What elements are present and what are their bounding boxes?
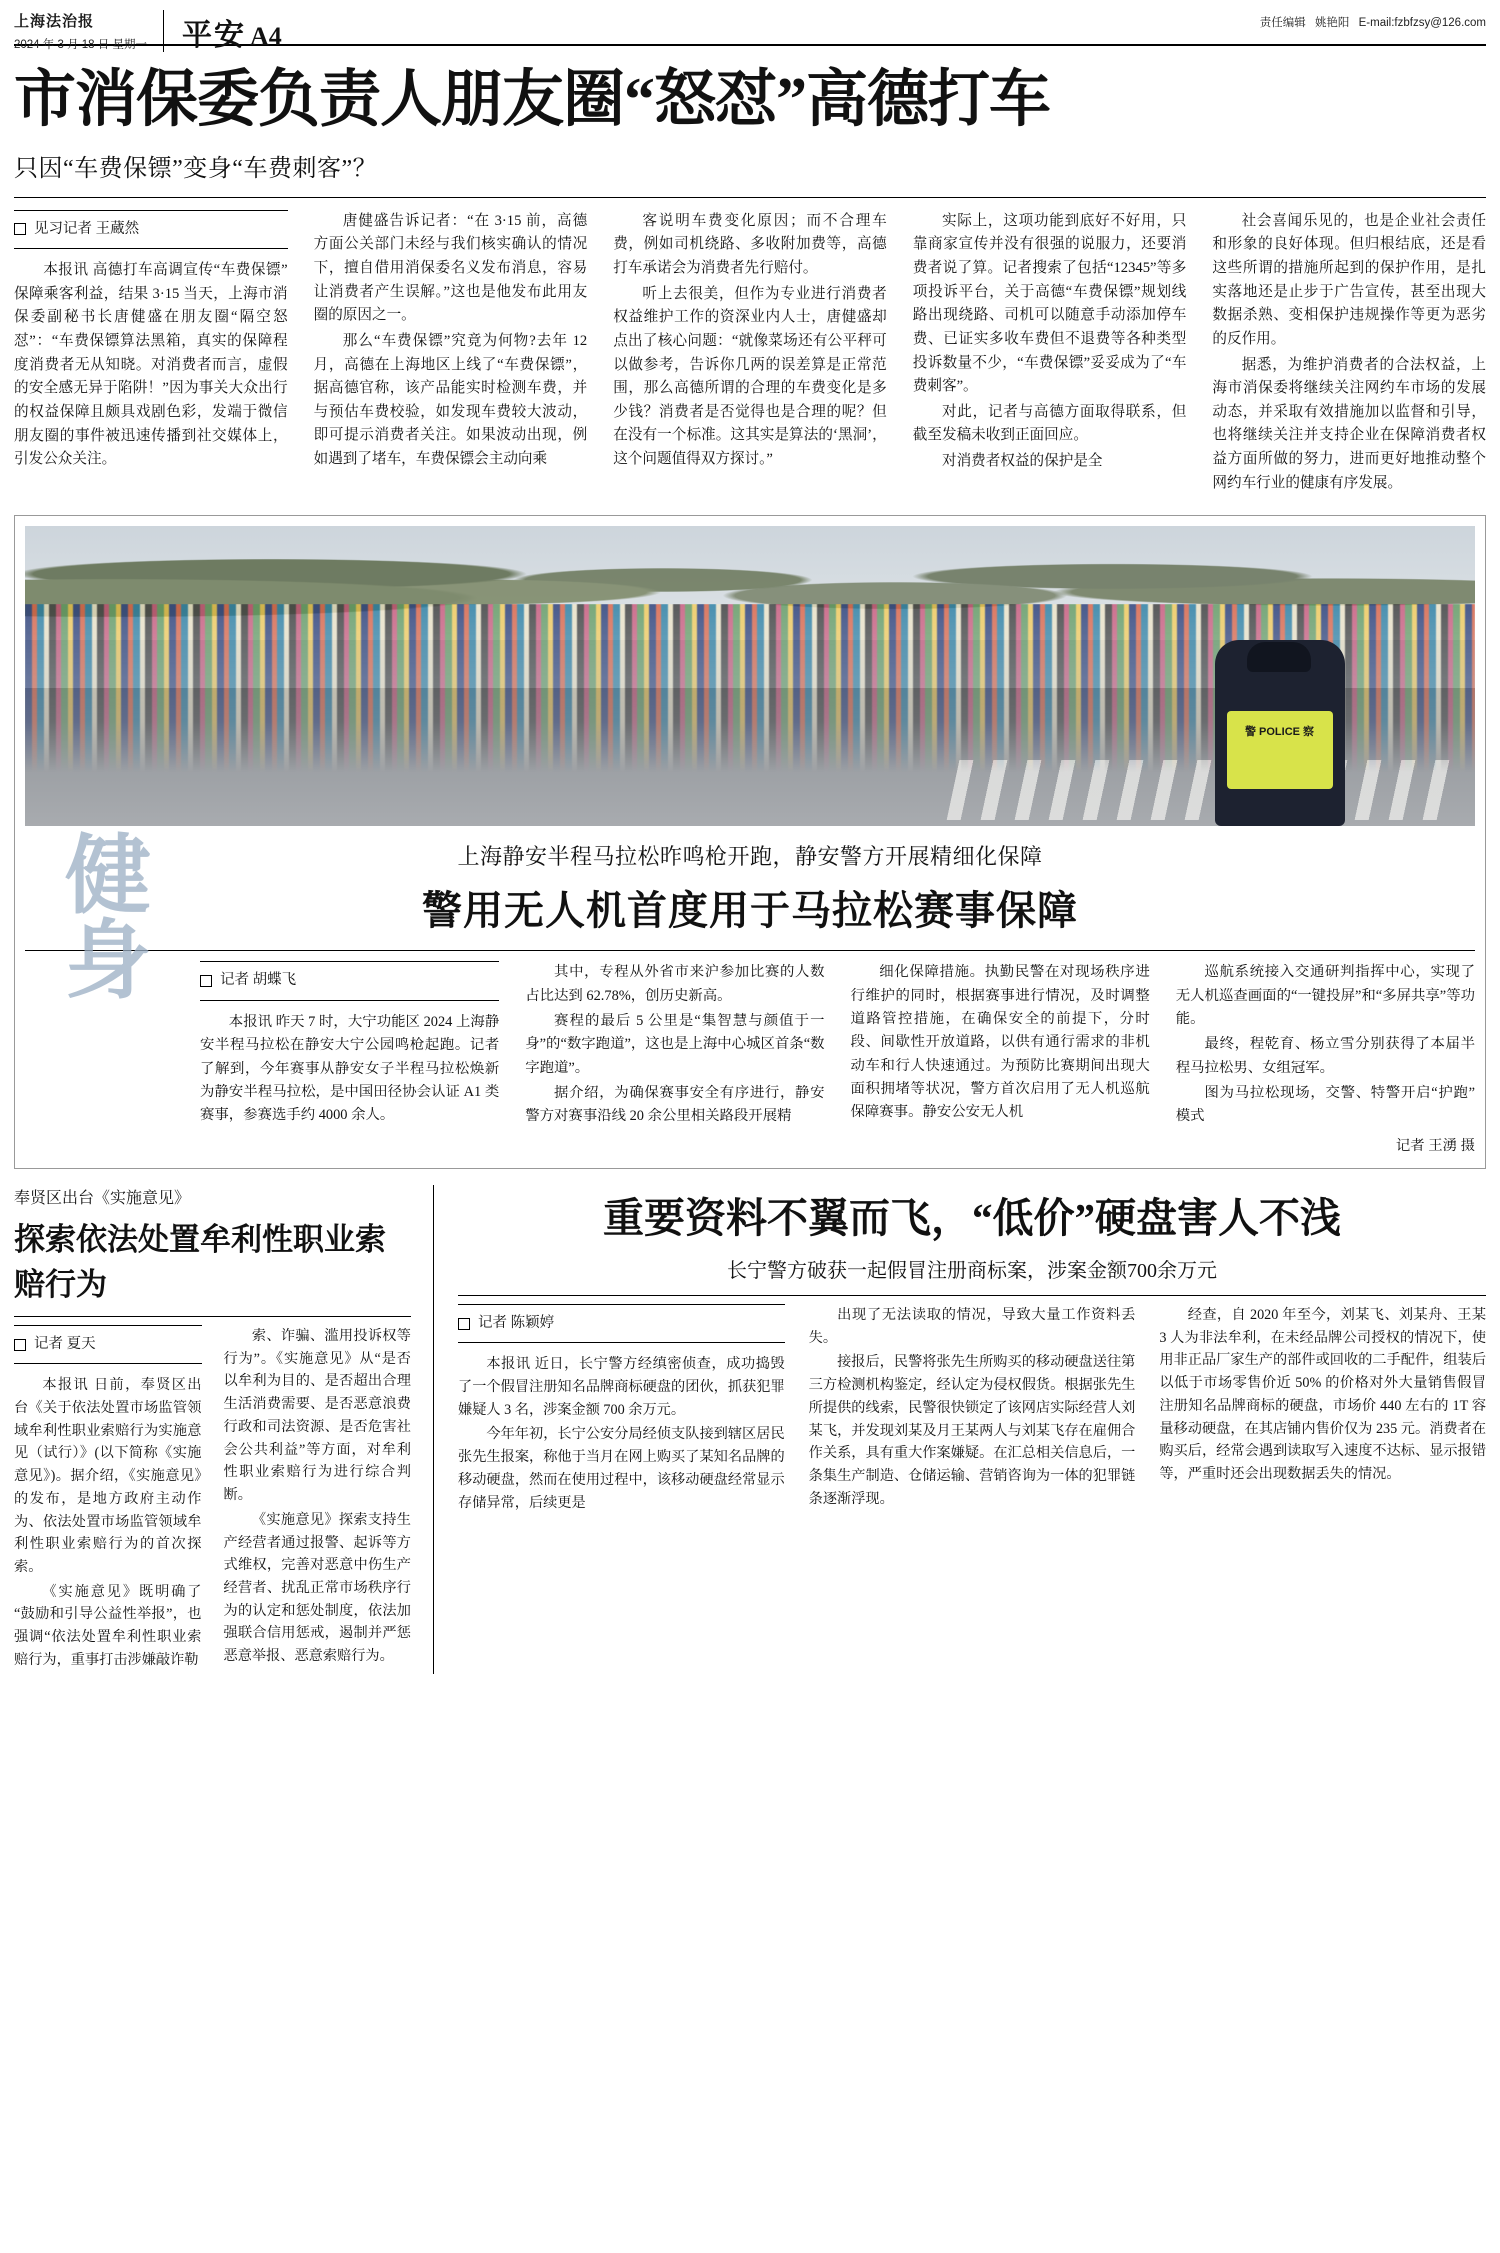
article-2-headline: 探索依法处置牟利性职业索赔行为 xyxy=(14,1222,386,1303)
paragraph: 对消费者权益的保护是全 xyxy=(941,453,1103,470)
feature-columns xyxy=(25,961,1475,1158)
paragraph: 巡航系统接入交通研判指挥中心，实现了无人机巡查画面的“一键投屏”和“多屏共享”等功能。 xyxy=(1175,964,1475,1028)
paragraph: 赛程的最后 5 公里是“集智慧与颜值于一身”的“数字跑道”，这也是上海中心城区首条“数字跑道”。 xyxy=(525,1013,825,1076)
feature-headline: 警用无人机首度用于马拉松赛事保障 xyxy=(422,888,1078,934)
bullet-square-icon xyxy=(14,223,26,235)
article-1-byline xyxy=(14,210,288,249)
feature-col-1 xyxy=(200,961,499,1158)
paragraph: 本报讯 日前，奉贤区出台《关于依法处置市场监管领域牟利性职业索赔行为实施意见（试行）》(以下简称《实施意见》)。据介绍，《实施意见》的发布，是地方政府主动作为、依法处置市场监管领域牟利性职业索赔行为的首次探索。 xyxy=(14,1377,202,1575)
masthead xyxy=(14,0,1486,52)
article-2-byline xyxy=(14,1325,202,1364)
byline-text: 记者 夏天 xyxy=(34,1336,96,1353)
article-3-col-1 xyxy=(458,1304,785,1516)
paragraph: 出现了无法读取的情况，导致大量工作资料丢失。 xyxy=(808,1307,1136,1346)
paragraph: 那么“车费保镖”究竟为何物?去年 12 月，高德在上海地区上线了“车费保镖”，据高德官称，该产品能实时检测车费，并与预估车费校验，如发现车费较大波动，即可提示消费者关注。如果波动出现，例如遇到了堵车，车费保镖会主动向乘 xyxy=(313,332,588,468)
masthead-center xyxy=(164,10,1260,54)
photo-credit: 记者 王湧 摄 xyxy=(1395,1137,1475,1154)
byline-text: 记者 胡蝶飞 xyxy=(220,972,297,989)
paragraph: 细化保障措施。执勤民警在对现场秩序进行维护的同时，根据赛事进行情况，及时调整道路管控措施，在确保安全的前提下，分时段、间歇性开放道路，以供有通行需求的非机动车和行人快速通过。为预防比赛期间出现大面积拥堵等状况，警方首次启用了无人机巡航保障赛事。静安公安无人机 xyxy=(850,964,1150,1121)
page-number: A4 xyxy=(250,22,282,51)
paragraph: 社会喜闻乐见的，也是企业社会责任和形象的良好体现。但归根结底，还是看这些所谓的措施所起到的保护作用，是扎实落地还是止步于广告宣传，甚至出现大数据杀熟、变相保护违规操作等更为恶劣的反作用。 xyxy=(1212,212,1486,347)
editor-email: E-mail:fzbfzsy@126.com xyxy=(1358,17,1486,29)
paragraph: 今年年初，长宁公安分局经侦支队接到辖区居民张先生报案，称他于当月在网上购买了某知名品牌的移动硬盘，然而在使用过程中，该移动硬盘经常显示存储异常，后续更是 xyxy=(458,1426,785,1511)
calligraphy-jianshen: 健身 xyxy=(65,828,151,1009)
masthead-editor-info xyxy=(1260,10,1486,30)
article-1-col-5 xyxy=(1212,210,1486,498)
article-2-col-2 xyxy=(224,1325,412,1674)
feature-byline xyxy=(200,961,499,1000)
paragraph: 本报讯 昨天 7 时，大宁功能区 2024 上海静安半程马拉松在静安大宁公园鸣枪起跑。记者了解到，今年赛事从静安女子半程马拉松焕新为静安半程马拉松，是中国田径协会认证 A1 类赛事，参赛选手约 4000 余人。 xyxy=(200,1013,500,1124)
article-1 xyxy=(14,46,1486,198)
paragraph: 据悉，为维护消费者的合法权益，上海市消保委将继续关注网约车市场的发展动态，并采取有效措施加以监督和引导，也将继续关注并支持企业在保障消费者权益方面所做的努力，进而更好地推动整个网约车行业的健康有序发展。 xyxy=(1212,356,1486,491)
paragraph: 本报讯 近日，长宁警方经缜密侦查，成功捣毁了一个假冒注册知名品牌商标硬盘的团伙，抓获犯罪嫌疑人 3 名，涉案金额 700 余万元。 xyxy=(458,1356,785,1418)
editor-name: 姚艳阳 xyxy=(1314,17,1350,29)
paragraph: 索、诈骗、滥用投诉权等行为”。《实施意见》从“是否以牟利为目的、是否超出合理生活消费需要、是否恶意浪费行政和司法资源、是否危害社会公共利益”等方面，对牟利性职业索赔行为进行综合判断。 xyxy=(223,1328,411,1504)
paragraph: 其中，专程从外省市来沪参加比赛的人数占比达到 62.78%，创历史新高。 xyxy=(525,964,825,1004)
article-1-headline: 市消保委负责人朋友圈“怒怼”高德打车 xyxy=(14,66,1051,134)
divider xyxy=(25,950,1475,951)
photo-caption: 图为马拉松现场，交警、特警开启“护跑”模式 xyxy=(1175,1085,1475,1125)
paragraph: 听上去很美，但作为专业进行消费者权益维护工作的资深业内人士，唐健盛却点出了核心问题：“就像菜场还有公平秤可以做参考，告诉你几两的误差算是正常范围，那么高德所谓的合理的车费变化是多少钱？消费者是否觉得也是合理的呢？但在没有一个标准。这其实是算法的‘黑洞’，这个问题值得双方探讨。” xyxy=(613,285,887,468)
paragraph: 唐健盛告诉记者：“在 3·15 前，高德方面公关部门未经与我们核实确认的情况下，擅自借用消保委名义发布消息，容易让消费者产生误解。”这也是他发布此用友圈的原因之一。 xyxy=(313,212,588,324)
feature-shoulder: 上海静安半程马拉松昨鸣枪开跑，静安警方开展精细化保障 xyxy=(457,844,1043,870)
feature-article xyxy=(14,515,1486,1169)
article-2-columns xyxy=(14,1325,411,1674)
article-3 xyxy=(458,1185,1486,1674)
photo-officer-vest xyxy=(1227,711,1333,789)
article-1-subhead: 只因“车费保镖”变身“车费刺客”？ xyxy=(14,155,378,182)
paragraph: 最终，程乾育、杨立雪分别获得了本届半程马拉松男、女组冠军。 xyxy=(1175,1036,1475,1076)
article-1-col-4 xyxy=(913,210,1187,498)
feature-col-2 xyxy=(525,961,824,1158)
article-3-columns xyxy=(458,1304,1486,1516)
issue-date: 2024 年 3 月 18 日 星期一 xyxy=(14,39,147,51)
article-1-col-2 xyxy=(314,210,588,498)
paragraph: 《实施意见》既明确了“鼓励和引导公益性举报”，也强调“依法处置牟利性职业索赔行为，重事打击涉嫌敲诈勒 xyxy=(14,1583,202,1668)
marathon-photo xyxy=(25,526,1475,826)
photo-police-officer xyxy=(1215,640,1345,826)
article-2 xyxy=(14,1185,434,1674)
feature-col-3 xyxy=(851,961,1150,1158)
newspaper-logo: 上海法治报 xyxy=(14,14,95,30)
article-2-shoulder: 奉贤区出台《实施意见》 xyxy=(14,1190,191,1208)
divider xyxy=(14,1316,411,1317)
editor-label: 责任编辑 xyxy=(1259,17,1306,29)
article-3-col-3 xyxy=(1159,1304,1486,1516)
bullet-square-icon xyxy=(200,975,212,987)
bullet-square-icon xyxy=(14,1339,26,1351)
article-3-subhead: 长宁警方破获一起假冒注册商标案，涉案金额700余万元 xyxy=(727,1260,1217,1283)
article-1-col-3 xyxy=(613,210,887,498)
section-name: 平安 xyxy=(182,19,246,52)
article-2-col-1 xyxy=(14,1325,202,1674)
paragraph: 据介绍，为确保赛事安全有序进行，静安警方对赛事沿线 20 余公里相关路段开展精 xyxy=(525,1085,825,1125)
paragraph: 客说明车费变化原因；而不合理车费，例如司机绕路、多收附加费等，高德打车承诺会为消费者先行赔付。 xyxy=(613,212,887,276)
bottom-section xyxy=(14,1185,1486,1674)
divider xyxy=(14,197,1486,198)
divider xyxy=(458,1295,1486,1296)
paragraph: 接报后，民警将张先生所购买的移动硬盘送往第三方检测机构鉴定，经认定为侵权假货。根据张先生所提供的线索，民警很快锁定了该网店实际经营人刘某飞，并发现刘某及月王某两人与刘某飞存在雇佣合作关系，具有重大作案嫌疑。在汇总相关信息后，一条集生产制造、仓储运输、营销咨询为一体的犯罪链条逐渐浮现。 xyxy=(808,1354,1136,1507)
feature-col-4 xyxy=(1176,961,1475,1158)
byline-text: 记者 陈颖婷 xyxy=(478,1315,555,1332)
paragraph: 《实施意见》探索支持生产经营者通过报警、起诉等方式维权，完善对恶意中伤生产经营者、扰乱正常市场秩序行为的认定和惩处制度，依法加强联合信用惩戒，遏制并严惩恶意举报、恶意索赔行为。 xyxy=(223,1511,411,1665)
article-3-byline xyxy=(458,1304,785,1343)
photo-officer-cap xyxy=(1247,642,1311,672)
paragraph: 实际上，这项功能到底好不好用，只靠商家宣传并没有很强的说服力，还要消费者说了算。记者搜索了包括“12345”等多项投诉平台，关于高德“车费保镖”规划线路出现绕路、司机可以随意手动添加停车费、已证实多收车费但不退费等各种类型投诉数量不少，“车费保镖”妥妥成为了“车费刺客”。 xyxy=(912,212,1187,395)
paragraph: 本报讯 高德打车高调宣传“车费保镖”保障乘客利益，结果 3·15 当天，上海市消保委副秘书长唐健盛在朋友圈“隔空怒怼”：“车费保镖算法黑箱，真实的保障程度消费者无从知晓。对消费者而言，虚假的安全感无异于陷阱！”因为事关大众出行的权益保障且颇具戏剧色彩，发端于微信朋友圈的事件被迅速传播到社交媒体上，引发公众关注。 xyxy=(14,262,288,468)
article-1-columns xyxy=(14,210,1486,498)
article-3-headline: 重要资料不翼而飞，“低价”硬盘害人不浅 xyxy=(603,1195,1341,1242)
paragraph: 经查，自 2020 年至今，刘某飞、刘某舟、王某 3 人为非法牟利，在未经品牌公司授权的情况下，使用非正品厂家生产的部件或回收的二手配件，组装后以低于市场零售价近 50% 的价格对外大量销售假冒注册知名品牌商标的硬盘，市场价 440 左右的 1T 容量移动硬盘，在其店铺内售价仅为 235 元。消费者在购买后，经常会遇到读取写入速度不达标、显示报错等，严重时还会出现数据丢失的情况。 xyxy=(1159,1307,1487,1483)
masthead-left xyxy=(14,10,164,52)
vest-label: 警 POLICE 察 xyxy=(1244,726,1315,739)
byline-text: 见习记者 王蔵然 xyxy=(34,220,140,237)
bullet-square-icon xyxy=(458,1318,470,1330)
article-3-col-2 xyxy=(809,1304,1136,1516)
article-1-col-1 xyxy=(14,210,288,498)
paragraph: 对此，记者与高德方面取得联系，但截至发稿未收到正面回应。 xyxy=(912,403,1187,444)
